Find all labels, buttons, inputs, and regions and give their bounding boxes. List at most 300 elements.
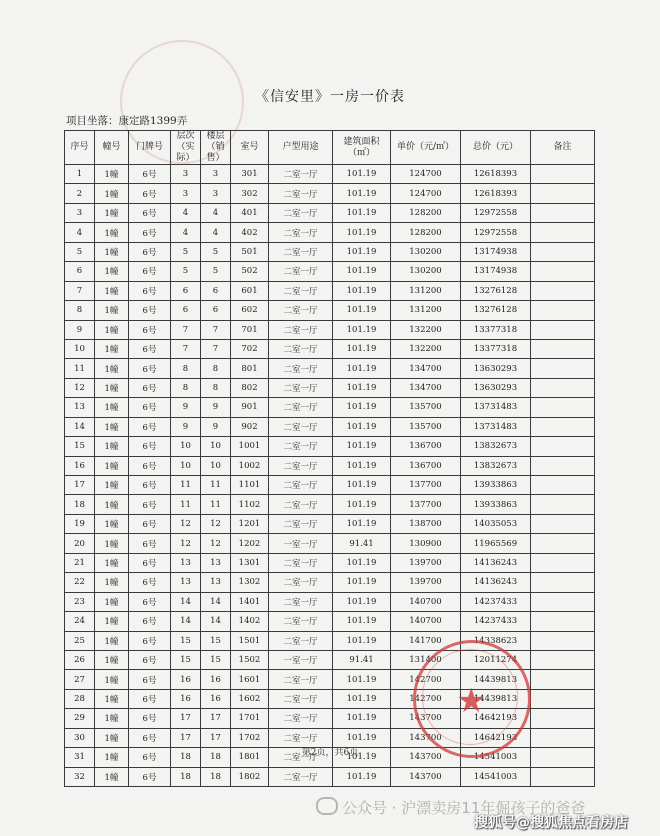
- table-cell: 12: [201, 534, 231, 553]
- table-cell: [531, 767, 595, 786]
- table-cell: 136700: [391, 456, 461, 475]
- table-cell: 10: [201, 437, 231, 456]
- table-row: [65, 320, 595, 339]
- document-title: 《信安里》一房一价表: [255, 89, 405, 105]
- table-cell: 15: [171, 650, 201, 669]
- table-cell: 12011274: [461, 650, 531, 669]
- table-cell: 31: [65, 748, 95, 767]
- table-row: [65, 398, 595, 417]
- table-cell: 101.19: [333, 748, 391, 767]
- table-cell: 101.19: [333, 631, 391, 650]
- table-cell: 101.19: [333, 378, 391, 397]
- table-cell: 7: [171, 320, 201, 339]
- table-cell: [531, 514, 595, 533]
- table-cell: 402: [231, 223, 269, 242]
- table-cell: 14136243: [461, 553, 531, 572]
- table-cell: 4: [201, 223, 231, 242]
- header-cell: 总价（元）: [461, 131, 531, 165]
- table-cell: 1302: [231, 573, 269, 592]
- table-cell: 6号: [129, 534, 171, 553]
- table-cell: 131400: [391, 650, 461, 669]
- table-cell: 一室一厅: [269, 650, 333, 669]
- table-cell: 二室一厅: [269, 281, 333, 300]
- table-cell: 1幢: [95, 242, 129, 261]
- table-cell: 18: [171, 748, 201, 767]
- table-cell: 901: [231, 398, 269, 417]
- table-cell: 1幢: [95, 767, 129, 786]
- table-cell: 15: [201, 650, 231, 669]
- header-cell: 建筑面积 （㎡）: [333, 131, 391, 165]
- table-cell: 5: [171, 262, 201, 281]
- table-cell: 1幢: [95, 650, 129, 669]
- header-cell: 门牌号: [129, 131, 171, 165]
- table-row: [65, 709, 595, 728]
- table-row: [65, 456, 595, 475]
- table-cell: 801: [231, 359, 269, 378]
- table-cell: [531, 320, 595, 339]
- table-cell: 14: [201, 612, 231, 631]
- table-cell: 1幢: [95, 398, 129, 417]
- table-cell: 1幢: [95, 670, 129, 689]
- table-cell: 1幢: [95, 165, 129, 184]
- header-cell: 单价（元/㎡）: [391, 131, 461, 165]
- table-cell: 1702: [231, 728, 269, 747]
- table-cell: 601: [231, 281, 269, 300]
- table-cell: 7: [201, 339, 231, 358]
- table-cell: 132200: [391, 320, 461, 339]
- table-cell: 143700: [391, 709, 461, 728]
- table-cell: 14237433: [461, 592, 531, 611]
- table-cell: 6号: [129, 417, 171, 436]
- table-cell: 二室一厅: [269, 631, 333, 650]
- table-cell: 902: [231, 417, 269, 436]
- table-cell: [531, 417, 595, 436]
- table-cell: 13933863: [461, 495, 531, 514]
- table-cell: 16: [201, 689, 231, 708]
- table-cell: 12618393: [461, 165, 531, 184]
- price-table: [64, 130, 595, 787]
- table-cell: 124700: [391, 165, 461, 184]
- table-cell: 1501: [231, 631, 269, 650]
- table-row: [65, 670, 595, 689]
- table-row: [65, 242, 595, 261]
- table-cell: [531, 650, 595, 669]
- table-cell: 6号: [129, 495, 171, 514]
- table-cell: [531, 534, 595, 553]
- table-cell: 9: [171, 417, 201, 436]
- table-cell: 139700: [391, 553, 461, 572]
- table-cell: 6: [171, 281, 201, 300]
- table-cell: 1幢: [95, 553, 129, 572]
- table-row: [65, 612, 595, 631]
- table-body: [65, 165, 595, 787]
- table-cell: 501: [231, 242, 269, 261]
- table-cell: 132200: [391, 339, 461, 358]
- table-cell: 1幢: [95, 320, 129, 339]
- table-row: [65, 203, 595, 222]
- table-cell: 1801: [231, 748, 269, 767]
- table-row: [65, 767, 595, 786]
- table-cell: 1幢: [95, 437, 129, 456]
- table-cell: 13174938: [461, 242, 531, 261]
- table-cell: 2: [65, 184, 95, 203]
- table-cell: 16: [201, 670, 231, 689]
- table-cell: 15: [65, 437, 95, 456]
- table-cell: 二室一厅: [269, 553, 333, 572]
- table-cell: [531, 437, 595, 456]
- table-cell: 138700: [391, 514, 461, 533]
- table-cell: 130200: [391, 242, 461, 261]
- table-cell: 101.19: [333, 728, 391, 747]
- table-cell: 二室一厅: [269, 514, 333, 533]
- table-cell: 9: [201, 398, 231, 417]
- table-cell: [531, 709, 595, 728]
- table-cell: 二室一厅: [269, 242, 333, 261]
- star-icon: ★: [456, 681, 487, 721]
- table-cell: 18: [201, 767, 231, 786]
- header-cell: 幢号: [95, 131, 129, 165]
- table-cell: 142700: [391, 670, 461, 689]
- table-cell: 12: [171, 534, 201, 553]
- table-cell: 13630293: [461, 359, 531, 378]
- table-cell: 12: [65, 378, 95, 397]
- table-cell: 二室一厅: [269, 320, 333, 339]
- table-cell: 101.19: [333, 339, 391, 358]
- table-cell: 302: [231, 184, 269, 203]
- table-cell: 二室一厅: [269, 767, 333, 786]
- table-cell: 14541003: [461, 767, 531, 786]
- table-cell: 6号: [129, 612, 171, 631]
- table-cell: 7: [171, 339, 201, 358]
- table-cell: 二室一厅: [269, 612, 333, 631]
- table-cell: 1301: [231, 553, 269, 572]
- wechat-watermark-text: 公众号 · 沪漂卖房11年倔孩子的爸爸: [342, 799, 586, 817]
- table-cell: [531, 242, 595, 261]
- table-cell: 二室一厅: [269, 709, 333, 728]
- table-cell: 702: [231, 339, 269, 358]
- table-cell: 10: [65, 339, 95, 358]
- table-cell: 14642193: [461, 709, 531, 728]
- table-cell: 13630293: [461, 378, 531, 397]
- table-cell: 91.41: [333, 650, 391, 669]
- table-cell: 13377318: [461, 320, 531, 339]
- table-cell: 二室一厅: [269, 378, 333, 397]
- table-cell: 二室一厅: [269, 184, 333, 203]
- table-cell: [531, 378, 595, 397]
- table-cell: [531, 398, 595, 417]
- table-cell: 101.19: [333, 184, 391, 203]
- table-cell: 13: [65, 398, 95, 417]
- table-cell: 6: [201, 301, 231, 320]
- table-cell: 6号: [129, 592, 171, 611]
- table-cell: 101.19: [333, 320, 391, 339]
- table-cell: 6: [171, 301, 201, 320]
- table-cell: 6号: [129, 689, 171, 708]
- table-cell: 20: [65, 534, 95, 553]
- table-cell: 16: [171, 670, 201, 689]
- table-cell: 14136243: [461, 573, 531, 592]
- table-cell: 1幢: [95, 203, 129, 222]
- table-cell: 17: [201, 709, 231, 728]
- table-cell: 11: [171, 495, 201, 514]
- table-row: [65, 573, 595, 592]
- table-row: [65, 650, 595, 669]
- table-cell: 3: [201, 165, 231, 184]
- table-cell: 13: [171, 553, 201, 572]
- table-cell: 1101: [231, 476, 269, 495]
- table-cell: 1602: [231, 689, 269, 708]
- table-cell: 1幢: [95, 184, 129, 203]
- table-cell: 142700: [391, 689, 461, 708]
- table-cell: 11: [201, 495, 231, 514]
- header-cell: 备注: [531, 131, 595, 165]
- table-row: [65, 592, 595, 611]
- table-cell: 1幢: [95, 592, 129, 611]
- table-row: [65, 534, 595, 553]
- table-row: [65, 378, 595, 397]
- table-cell: 二室一厅: [269, 456, 333, 475]
- table-cell: 18: [201, 748, 231, 767]
- table-cell: 13: [201, 573, 231, 592]
- table-cell: 131200: [391, 301, 461, 320]
- table-cell: 二室一厅: [269, 670, 333, 689]
- table-cell: 12972558: [461, 223, 531, 242]
- table-cell: 14035053: [461, 514, 531, 533]
- table-cell: 1幢: [95, 301, 129, 320]
- table-cell: [531, 553, 595, 572]
- table-cell: 1402: [231, 612, 269, 631]
- table-cell: 101.19: [333, 456, 391, 475]
- table-cell: 6号: [129, 437, 171, 456]
- table-cell: 3: [171, 165, 201, 184]
- table-cell: 9: [201, 417, 231, 436]
- table-cell: 101.19: [333, 573, 391, 592]
- table-cell: 139700: [391, 573, 461, 592]
- table-cell: 1幢: [95, 612, 129, 631]
- table-cell: 101.19: [333, 437, 391, 456]
- table-cell: 101.19: [333, 514, 391, 533]
- table-cell: 91.41: [333, 534, 391, 553]
- table-cell: 14: [171, 592, 201, 611]
- table-cell: 14439813: [461, 689, 531, 708]
- table-cell: 1002: [231, 456, 269, 475]
- table-cell: 137700: [391, 495, 461, 514]
- table-cell: 13174938: [461, 262, 531, 281]
- table-cell: 14: [201, 592, 231, 611]
- table-cell: [531, 476, 595, 495]
- table-cell: 12618393: [461, 184, 531, 203]
- table-cell: 二室一厅: [269, 689, 333, 708]
- table-cell: 143700: [391, 767, 461, 786]
- table-cell: 140700: [391, 592, 461, 611]
- table-cell: 二室一厅: [269, 223, 333, 242]
- table-cell: 14237433: [461, 612, 531, 631]
- table-cell: 18: [65, 495, 95, 514]
- table-cell: 二室一厅: [269, 417, 333, 436]
- table-cell: 13276128: [461, 301, 531, 320]
- table-cell: 1幢: [95, 262, 129, 281]
- table-cell: 1601: [231, 670, 269, 689]
- table-cell: 14338623: [461, 631, 531, 650]
- table-cell: 10: [171, 456, 201, 475]
- table-row: [65, 359, 595, 378]
- table-cell: 19: [65, 514, 95, 533]
- table-cell: 4: [171, 223, 201, 242]
- project-location: 项目坐落：康定路1399弄: [66, 115, 188, 127]
- table-cell: 14439813: [461, 670, 531, 689]
- table-cell: 17: [171, 728, 201, 747]
- table-cell: 135700: [391, 417, 461, 436]
- table-cell: 1幢: [95, 223, 129, 242]
- table-cell: 6号: [129, 573, 171, 592]
- table-cell: 14541003: [461, 748, 531, 767]
- table-cell: [531, 165, 595, 184]
- table-cell: 11: [171, 476, 201, 495]
- table-cell: 13731483: [461, 417, 531, 436]
- table-row: [65, 437, 595, 456]
- table-cell: 128200: [391, 223, 461, 242]
- table-cell: 4: [171, 203, 201, 222]
- table-row: [65, 223, 595, 242]
- table-cell: 13: [171, 573, 201, 592]
- table-cell: 9: [65, 320, 95, 339]
- table-cell: 11: [201, 476, 231, 495]
- table-cell: 28: [65, 689, 95, 708]
- table-cell: 13933863: [461, 476, 531, 495]
- table-row: [65, 184, 595, 203]
- table-cell: 二室一厅: [269, 748, 333, 767]
- table-cell: 4: [201, 203, 231, 222]
- table-cell: 5: [171, 242, 201, 261]
- table-cell: 101.19: [333, 301, 391, 320]
- table-cell: 21: [65, 553, 95, 572]
- table-cell: 7: [201, 320, 231, 339]
- table-cell: 26: [65, 650, 95, 669]
- table-row: [65, 476, 595, 495]
- table-cell: 8: [171, 359, 201, 378]
- table-cell: 14: [171, 612, 201, 631]
- table-cell: 135700: [391, 398, 461, 417]
- table-cell: 101.19: [333, 359, 391, 378]
- table-cell: 1幢: [95, 281, 129, 300]
- table-cell: 802: [231, 378, 269, 397]
- table-cell: 141700: [391, 631, 461, 650]
- table-row: [65, 301, 595, 320]
- table-cell: 502: [231, 262, 269, 281]
- table-row: [65, 339, 595, 358]
- table-cell: [531, 223, 595, 242]
- table-cell: 二室一厅: [269, 262, 333, 281]
- table-cell: 14642193: [461, 728, 531, 747]
- header-cell: 层次 （实际）: [171, 131, 201, 165]
- table-cell: 134700: [391, 359, 461, 378]
- table-cell: 136700: [391, 437, 461, 456]
- table-row: [65, 417, 595, 436]
- table-cell: 6号: [129, 184, 171, 203]
- table-row: [65, 514, 595, 533]
- table-cell: 6号: [129, 203, 171, 222]
- table-cell: 二室一厅: [269, 165, 333, 184]
- table-cell: 25: [65, 631, 95, 650]
- table-cell: 二室一厅: [269, 437, 333, 456]
- table-cell: 1幢: [95, 378, 129, 397]
- table-cell: 13832673: [461, 437, 531, 456]
- table-cell: 二室一厅: [269, 203, 333, 222]
- table-cell: 二室一厅: [269, 476, 333, 495]
- table-cell: 602: [231, 301, 269, 320]
- header-cell: 楼层 （销售）: [201, 131, 231, 165]
- table-cell: 3: [65, 203, 95, 222]
- table-cell: 1幢: [95, 573, 129, 592]
- table-cell: 29: [65, 709, 95, 728]
- table-cell: 1幢: [95, 748, 129, 767]
- table-cell: 12: [201, 514, 231, 533]
- table-row: [65, 262, 595, 281]
- table-cell: 1001: [231, 437, 269, 456]
- table-cell: 二室一厅: [269, 339, 333, 358]
- table-cell: 11: [65, 359, 95, 378]
- table-cell: 一室一厅: [269, 534, 333, 553]
- table-cell: 101.19: [333, 203, 391, 222]
- table-cell: 6号: [129, 631, 171, 650]
- table-cell: 6号: [129, 767, 171, 786]
- table-cell: 1幢: [95, 495, 129, 514]
- table-cell: 二室一厅: [269, 398, 333, 417]
- table-cell: 6号: [129, 650, 171, 669]
- table-cell: 12972558: [461, 203, 531, 222]
- table-cell: 101.19: [333, 417, 391, 436]
- table-cell: 13377318: [461, 339, 531, 358]
- table-cell: 1幢: [95, 534, 129, 553]
- table-cell: 1802: [231, 767, 269, 786]
- table-cell: 101.19: [333, 553, 391, 572]
- table-cell: 6号: [129, 378, 171, 397]
- table-row: [65, 689, 595, 708]
- table-cell: 6号: [129, 670, 171, 689]
- table-cell: 6: [201, 281, 231, 300]
- table-cell: [531, 301, 595, 320]
- table-cell: 30: [65, 728, 95, 747]
- table-cell: 6号: [129, 339, 171, 358]
- table-cell: 10: [171, 437, 201, 456]
- table-cell: [531, 184, 595, 203]
- table-cell: 6号: [129, 281, 171, 300]
- table-cell: 23: [65, 592, 95, 611]
- table-cell: 10: [201, 456, 231, 475]
- table-cell: 6号: [129, 165, 171, 184]
- table-cell: 24: [65, 612, 95, 631]
- table-cell: 6: [65, 262, 95, 281]
- table-cell: 1幢: [95, 728, 129, 747]
- table-cell: 143700: [391, 748, 461, 767]
- table-cell: 6号: [129, 223, 171, 242]
- header-cell: 户型用途: [269, 131, 333, 165]
- table-cell: 32: [65, 767, 95, 786]
- wechat-icon: [316, 797, 338, 815]
- table-cell: 124700: [391, 184, 461, 203]
- table-cell: 17: [65, 476, 95, 495]
- table-cell: [531, 203, 595, 222]
- table-cell: 1幢: [95, 456, 129, 475]
- table-cell: 101.19: [333, 592, 391, 611]
- table-cell: 301: [231, 165, 269, 184]
- table-cell: 5: [65, 242, 95, 261]
- table-cell: 401: [231, 203, 269, 222]
- table-cell: [531, 592, 595, 611]
- header-cell: 序号: [65, 131, 95, 165]
- table-cell: 6号: [129, 748, 171, 767]
- table-cell: 22: [65, 573, 95, 592]
